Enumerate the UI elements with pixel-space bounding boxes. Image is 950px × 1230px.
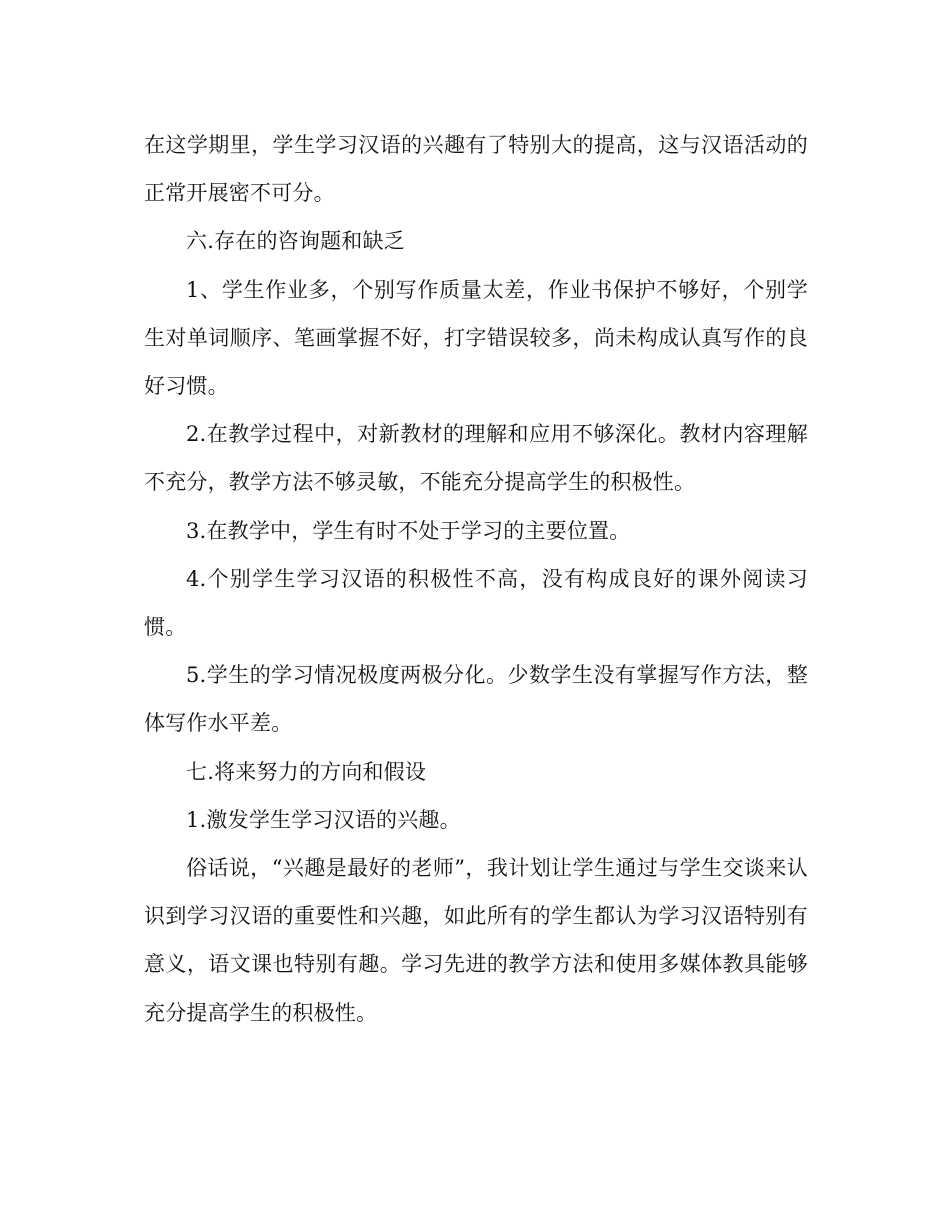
paragraph-plan-body: 俗话说，“兴趣是最好的老师”，我计划让学生通过与学生交谈来认识到学习汉语的重要性和兴趣，如此所有的学生都认为学习汉语特别有意义，语文课也特别有趣。学习先进的教学方法和使用多媒体教具能够充分提高学生的积极性。 xyxy=(144,856,808,1025)
paragraph-issue-2: 2.在教学过程中，对新教材的理解和应用不够深化。教材内容理解不充分，教学方法不够灵敏，不能充分提高学生的积极性。 xyxy=(144,422,808,495)
document-body xyxy=(144,121,808,1037)
paragraph-issue-1: 1、学生作业多，个别写作质量太差，作业书保护不够好，个别学生对单词顺序、笔画掌握不好，打字错误较多，尚未构成认真写作的良好习惯。 xyxy=(144,277,808,399)
paragraph-issue-4: 4.个别学生学习汉语的积极性不高，没有构成良好的课外阅读习惯。 xyxy=(144,566,808,640)
paragraph-issue-3: 3.在教学中，学生有时不处于学习的主要位置。 xyxy=(186,518,631,543)
paragraph-issue-5: 5.学生的学习情况极度两极分化。少数学生没有掌握写作方法，整体写作水平差。 xyxy=(144,663,808,736)
paragraph-plan-1: 1.激发学生学习汉语的兴趣。 xyxy=(186,807,461,832)
section-heading-six: 六.存在的咨询题和缺乏 xyxy=(186,229,405,254)
paragraph-intro: 在这学期里，学生学习汉语的兴趣有了特别大的提高，这与汉语活动的正常开展密不可分。 xyxy=(144,133,808,206)
section-heading-seven: 七.将来努力的方向和假设 xyxy=(186,759,427,784)
